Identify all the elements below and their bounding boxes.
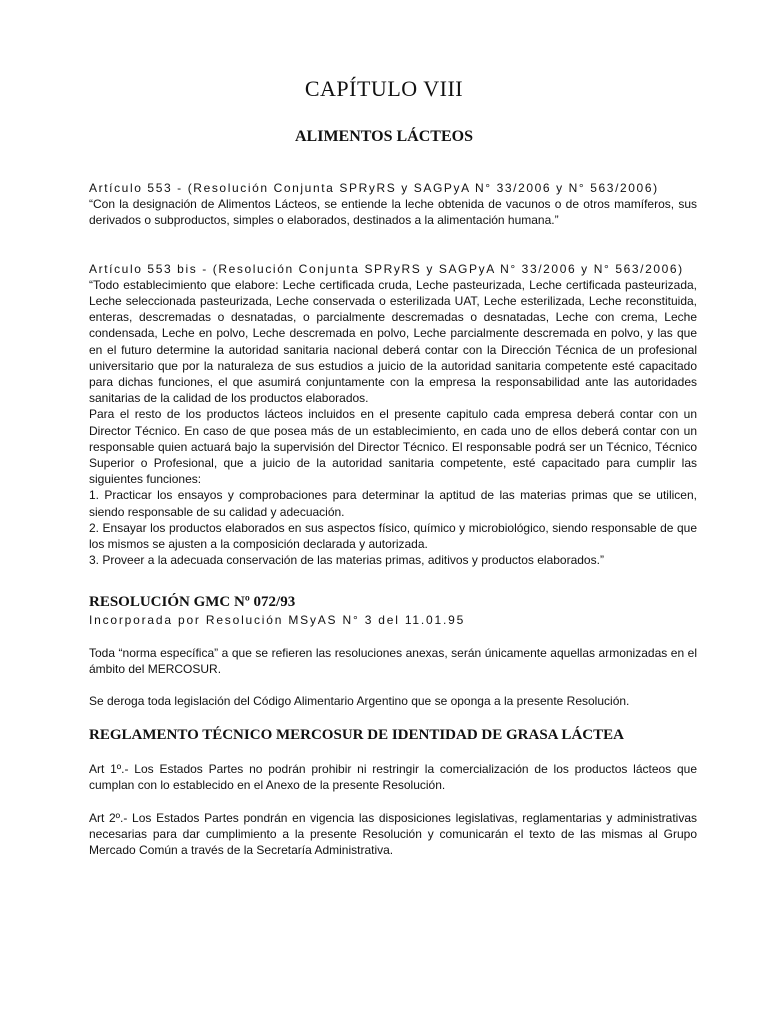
article-553-bis-header: Artículo 553 bis - (Resolución Conjunta SPRyRS y SAGPyA N° 33/2006 y N° 563/2006) — [89, 261, 684, 276]
article-553-bis-paragraph-2: Para el resto de los productos lácteos incluidos en el presente capitulo cada empresa deberá contar con un Director Técnico. En caso de que posea más de un establecimiento, en cada uno de ellos deberá contar con un responsable quien actuará bajo la supervisión del Director Técnico. El responsable podrá ser un Técnico, Técnico Superior o Profesional, que a juicio de la autoridad sanitaria competente, esté capacitado para cumplir las siguientes funciones: — [89, 407, 697, 487]
spacer — [89, 709, 697, 725]
spacer — [89, 629, 697, 645]
article-553-bis-item-2: 2. Ensayar los productos elaborados en sus aspectos físico, químico y microbiológico, siendo responsable de que los mismos se ajusten a la composición declarada y autorizada. — [89, 520, 697, 552]
resolucion-subtitle: Incorporada por Resolución MSyAS N° 3 del 11.01.95 — [89, 613, 466, 628]
spacer — [89, 745, 697, 761]
spacer — [89, 677, 697, 693]
section-title: ALIMENTOS LÁCTEOS — [295, 128, 473, 145]
article-553-header: Artículo 553 - (Resolución Conjunta SPRyRS y SAGPyA N° 33/2006 y N° 563/2006) — [89, 181, 659, 195]
article-553-text: “Con la designación de Alimentos Lácteos, se entiende la leche obtenida de vacunos o de otros mamíferos, sus derivados o subproductos, simples o elaborados, destinados a la alimentación humana.” — [89, 197, 697, 228]
resolucion-title: RESOLUCIÓN GMC Nº 072/93 — [89, 594, 296, 611]
document-body — [89, 180, 697, 858]
chapter-title: CAPÍTULO VIII — [304, 76, 464, 101]
spacer — [89, 794, 697, 810]
resolucion-paragraph-1: Toda “norma específica” a que se refieren las resoluciones anexas, serán únicamente aquellas armonizadas en el ámbito del MERCOSUR. — [89, 645, 697, 676]
article-553-bis-item-1: 1. Practicar los ensayos y comprobaciones para determinar la aptitud de las materias primas que se utilicen, siendo responsable de su calidad y adecuación. — [89, 488, 697, 519]
spacer — [89, 568, 697, 592]
spacer — [89, 229, 697, 261]
resolucion-paragraph-2: Se deroga toda legislación del Código Alimentario Argentino que se oponga a la presente Resolución. — [89, 694, 630, 709]
reglamento-title: REGLAMENTO TÉCNICO MERCOSUR DE IDENTIDAD DE GRASA LÁCTEA — [89, 727, 624, 744]
reglamento-article-2: Art 2º.- Los Estados Partes pondrán en vigencia las disposiciones legislativas, reglamentarias y administrativas necesarias para dar cumplimiento a la presente Resolución y comunicarán el texto de las mismas al Grupo Mercado Común a través de la Secretaría Administrativa. — [89, 810, 697, 858]
article-553-bis-paragraph-1: “Todo establecimiento que elabore: Leche certificada cruda, Leche pasteurizada, Leche certificada pasteurizada, Leche seleccionada pasteurizada, Leche conservada o esterilizada UAT, Leche esterilizada, Leche reconstituida, enteras, descremadas o desnatadas, o parcialmente descremadas o desnatadas, Leche con crema, Leche condensada, Leche en polvo, Leche descremada en polvo, Leche parcialmente descremada en polvo, y las que en el futuro determine la autoridad sanitaria nacional deberá contar con la Dirección Técnica de un profesional universitario que por la naturaleza de sus estudios a juicio de la autoridad sanitaria competente esté capacitado para dichas funciones, el que asumirá conjuntamente con la empresa la responsabilidad ante las autoridades sanitarias de la calidad de los productos elaborados. — [89, 277, 697, 406]
article-553-bis-item-3: 3. Proveer a la adecuada conservación de las materias primas, aditivos y productos elaborados.” — [89, 553, 604, 568]
reglamento-article-1: Art 1º.- Los Estados Partes no podrán prohibir ni restringir la comercialización de los productos lácteos que cumplan con lo establecido en el Anexo de la presente Resolución. — [89, 762, 697, 793]
